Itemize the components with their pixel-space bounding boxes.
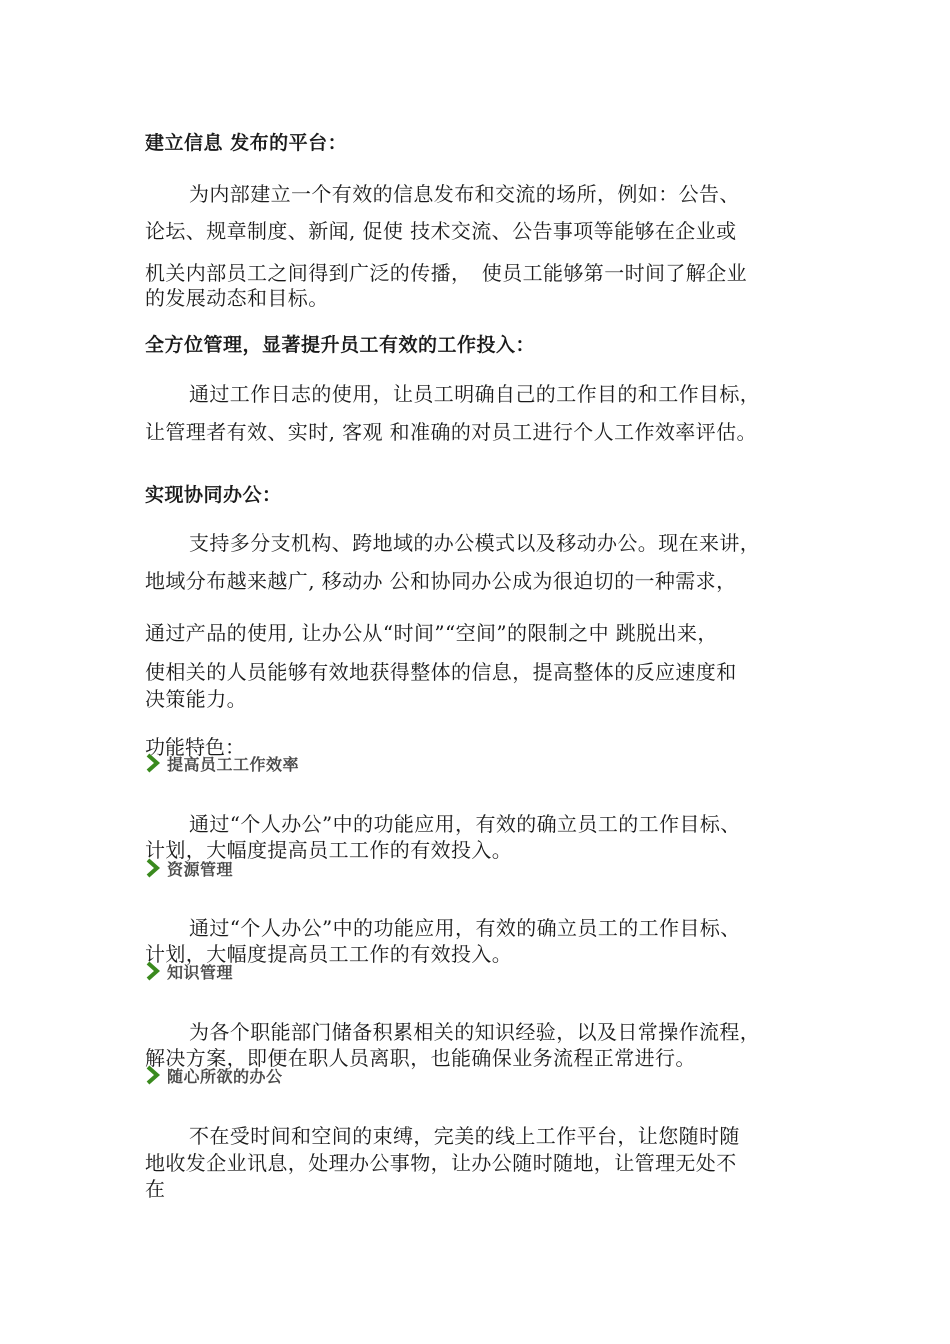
paragraph-line: 通过工作日志的使用，让员工明确自己的工作目的和工作目标，	[189, 382, 761, 406]
feature-label: 知识管理	[167, 962, 234, 982]
paragraph-line: 让管理者有效、实时, 客观 和准确的对员工进行个人工作效率评估。	[145, 420, 757, 444]
features-heading: 功能特色：	[145, 735, 245, 759]
feature-title	[145, 752, 299, 774]
section-heading-management: 全方位管理，显著提升员工有效的工作投入：	[145, 334, 536, 356]
paragraph-line: 使相关的人员能够有效地获得整体的信息，提高整体的反应速度和	[145, 660, 737, 684]
feature-label: 资源管理	[167, 859, 234, 879]
paragraph-line: 通过“个人办公”中的功能应用，有效的确立员工的工作目标、	[189, 916, 741, 940]
chevron-right-icon	[145, 858, 161, 878]
paragraph-line: 机关内部员工之间得到广泛的传播， 使员工能够第一时间了解企业	[145, 261, 747, 285]
chevron-right-icon	[145, 961, 161, 981]
paragraph-line: 计划，大幅度提高员工工作的有效投入。	[145, 942, 513, 966]
paragraph-line: 通过产品的使用, 让办公从“时间”“空间”的限制之中 跳脱出来，	[145, 621, 718, 645]
paragraph-line: 地域分布越来越广, 移动办 公和协同办公成为很迫切的一种需求，	[145, 569, 737, 593]
paragraph-line: 在	[145, 1177, 166, 1201]
paragraph-line: 地收发企业讯息，处理办公事物，让办公随时随地，让管理无处不	[145, 1151, 737, 1175]
paragraph-line: 决策能力。	[145, 687, 247, 711]
paragraph-line: 解决方案，即便在职人员离职，也能确保业务流程正常进行。	[145, 1046, 696, 1070]
paragraph-line: 通过“个人办公”中的功能应用，有效的确立员工的工作目标、	[189, 812, 741, 836]
feature-title	[145, 857, 233, 879]
paragraph-line: 不在受时间和空间的束缚，完美的线上工作平台，让您随时随	[189, 1124, 740, 1148]
paragraph-line: 计划，大幅度提高员工工作的有效投入。	[145, 838, 513, 862]
section-heading-collaboration: 实现协同办公：	[145, 484, 282, 506]
paragraph-line: 的发展动态和目标。	[145, 286, 329, 310]
chevron-right-icon	[145, 753, 161, 773]
feature-title	[145, 1064, 283, 1086]
feature-title	[145, 960, 233, 982]
chevron-right-icon	[145, 1065, 161, 1085]
feature-label: 随心所欲的办公	[167, 1066, 283, 1086]
paragraph-line: 为内部建立一个有效的信息发布和交流的场所，例如：公告、	[189, 182, 740, 206]
paragraph-line: 论坛、规章制度、新闻, 促使 技术交流、公告事项等能够在企业或	[145, 219, 737, 243]
section-heading-platform: 建立信息 发布的平台：	[145, 132, 348, 154]
feature-label: 提高员工工作效率	[167, 754, 300, 774]
paragraph-line: 为各个职能部门储备积累相关的知识经验，以及日常操作流程，	[189, 1020, 761, 1044]
paragraph-line: 支持多分支机构、跨地域的办公模式以及移动办公。现在来讲，	[189, 531, 761, 555]
